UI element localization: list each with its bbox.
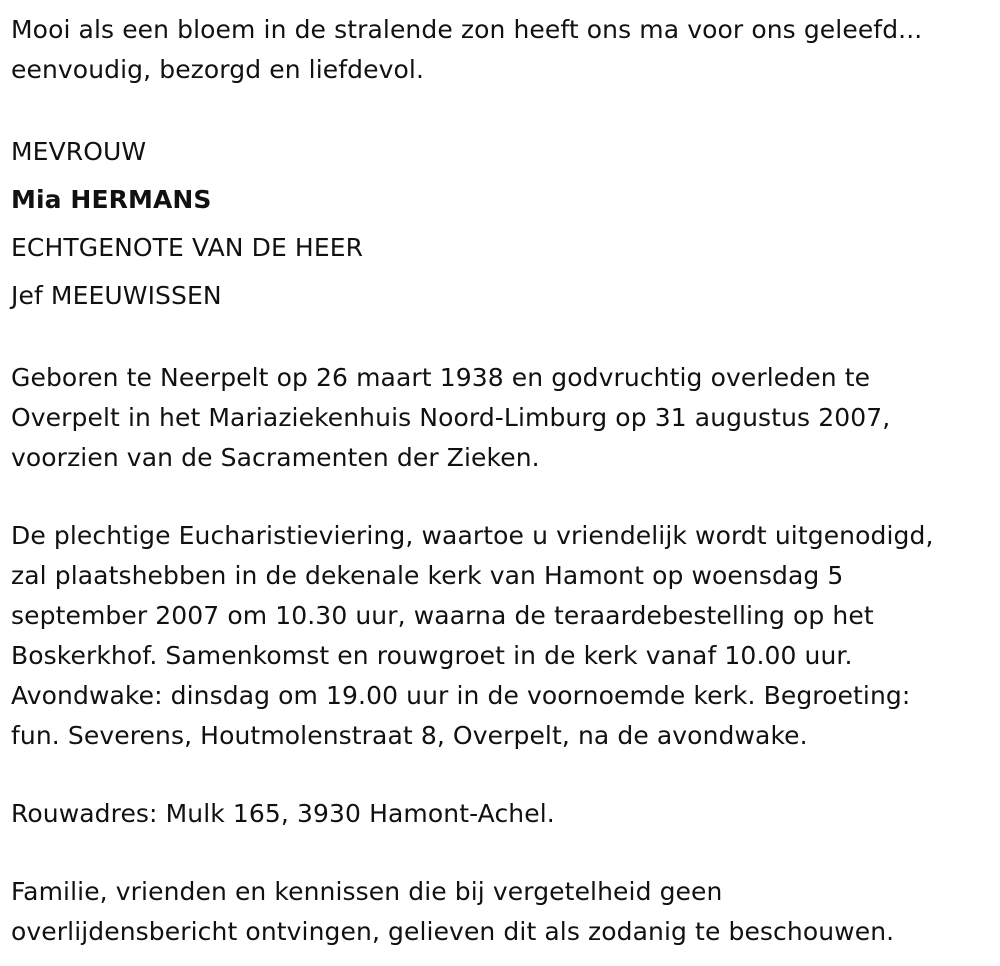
closing-paragraph bbox=[11, 872, 1000, 952]
ceremony-paragraph bbox=[11, 516, 1000, 756]
ceremony-line: september 2007 om 10.30 uur, waarna de teraardebestelling op het bbox=[11, 601, 874, 630]
spacer bbox=[11, 320, 1000, 358]
ceremony-line: Avondwake: dinsdag om 19.00 uur in de voornoemde kerk. Begroeting: bbox=[11, 681, 911, 710]
spacer bbox=[11, 756, 1000, 794]
closing-line: overlijdensbericht ontvingen, gelieven dit als zodanig te beschouwen. bbox=[11, 917, 895, 946]
spacer bbox=[11, 834, 1000, 872]
ceremony-line: De plechtige Eucharistieviering, waartoe u vriendelijk wordt uitgenodigd, bbox=[11, 521, 934, 550]
ceremony-line: fun. Severens, Houtmolenstraat 8, Overpelt, na de avondwake. bbox=[11, 721, 808, 750]
ceremony-line: Boskerkhof. Samenkomst en rouwgroet in de kerk vanaf 10.00 uur. bbox=[11, 641, 853, 670]
birth-death-line: voorzien van de Sacramenten der Zieken. bbox=[11, 443, 540, 472]
address-paragraph bbox=[11, 794, 1000, 834]
address-line: Rouwadres: Mulk 165, 3930 Hamont-Achel. bbox=[11, 799, 555, 828]
birth-death-line: Geboren te Neerpelt op 26 maart 1938 en godvruchtig overleden te bbox=[11, 363, 871, 392]
closing-line: Familie, vrienden en kennissen die bij vergetelheid geen bbox=[11, 877, 723, 906]
intro-paragraph bbox=[11, 10, 1000, 90]
spacer bbox=[11, 90, 1000, 128]
ceremony-line: zal plaatshebben in de dekenale kerk van Hamont op woensdag 5 bbox=[11, 561, 844, 590]
spacer bbox=[11, 478, 1000, 516]
deceased-title: MEVROUW bbox=[11, 137, 147, 166]
deceased-name: Mia HERMANS bbox=[11, 185, 212, 214]
intro-line: Mooi als een bloem in de stralende zon heeft ons ma voor ons geleefd... bbox=[11, 15, 923, 44]
intro-line: eenvoudig, bezorgd en liefdevol. bbox=[11, 55, 424, 84]
deceased-block bbox=[11, 128, 1000, 320]
birth-death-paragraph bbox=[11, 358, 1000, 478]
spouse-name: Jef MEEUWISSEN bbox=[11, 281, 222, 310]
birth-death-line: Overpelt in het Mariaziekenhuis Noord-Limburg op 31 augustus 2007, bbox=[11, 403, 891, 432]
spouse-label: ECHTGENOTE VAN DE HEER bbox=[11, 233, 364, 262]
